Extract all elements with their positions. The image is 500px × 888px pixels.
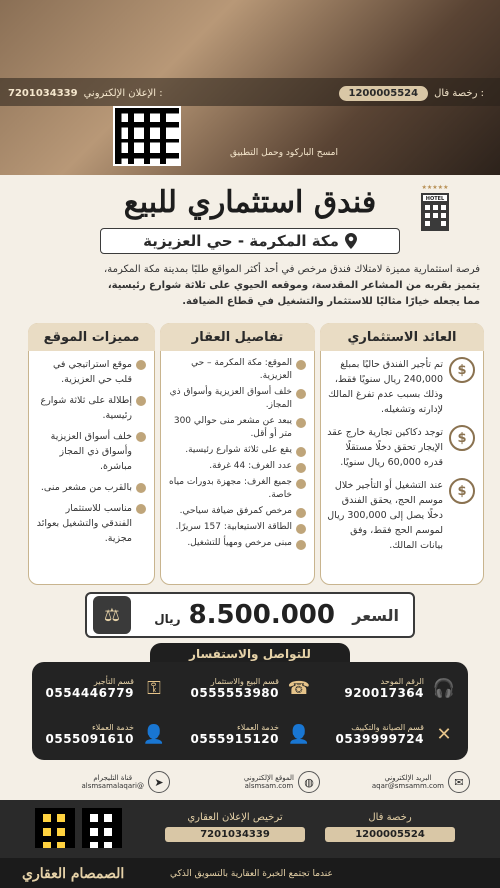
features-text: موقع استراتيجي في قلب حي العزيزية. (52, 359, 132, 385)
title-section (0, 175, 500, 220)
bullet-icon (296, 540, 306, 550)
bullet-icon (136, 483, 146, 493)
contact-number[interactable]: 0539999724 (335, 731, 424, 746)
bullet-icon (296, 447, 306, 457)
bullet-icon (296, 418, 306, 428)
contact-number[interactable]: 920017364 (344, 685, 424, 700)
footer-qr-code[interactable] (82, 808, 122, 848)
contact-item[interactable] (319, 666, 464, 710)
returns-item (327, 478, 475, 553)
contact-label: قسم الصيانة والتكييف (351, 722, 424, 732)
features-item (35, 393, 146, 423)
contact-item[interactable] (29, 666, 174, 710)
features-item (35, 357, 146, 387)
header-ad-license (8, 84, 163, 102)
social-value[interactable]: @alsmsamalaqari (81, 782, 144, 790)
details-item (167, 444, 306, 457)
contact-item[interactable] (174, 712, 319, 756)
features-item (35, 429, 146, 474)
returns-item (327, 425, 475, 470)
bullet-icon (136, 360, 146, 370)
details-text: مرخص كمرفق ضيافة سياحي. (179, 506, 292, 516)
contact-title: للتواصل والاستفسار (150, 643, 350, 665)
contact-label: قسم التأجير (93, 676, 134, 686)
details-item (167, 357, 306, 383)
price-value: 8.500.000 (188, 600, 335, 630)
location-text: مكة المكرمة - حي العزيزية (143, 232, 339, 250)
social-row (30, 766, 470, 798)
footer-ad-license (165, 812, 305, 842)
returns-title: العائد الاستثماري (320, 323, 484, 351)
contact-label: خدمة العملاء (92, 722, 134, 732)
details-text: خلف أسواق العزيزية وأسواق ذي المجاز. (169, 387, 292, 410)
contact-number[interactable]: 0555553980 (190, 685, 279, 700)
money-bag-icon: $ (449, 425, 475, 451)
social-label: البريد الإلكتروني (384, 774, 432, 782)
header-fal-label: رخصة فال : (434, 87, 484, 99)
contact-number[interactable]: 0555915120 (190, 731, 279, 746)
app-qr-code[interactable] (113, 106, 181, 166)
details-text: عدد الغرف: 44 غرفة. (209, 461, 292, 471)
contact-label: قسم البيع والاستثمار (210, 676, 279, 686)
bullet-icon (296, 508, 306, 518)
social-item[interactable] (330, 766, 470, 798)
features-text: بالقرب من مشعر منى. (40, 482, 132, 493)
details-text: مبنى مرخص ومهيأ للتشغيل. (187, 538, 292, 548)
contact-number[interactable]: 0554446779 (45, 685, 134, 700)
details-item (167, 386, 306, 412)
features-text: إطلالة على ثلاثة شوارع رئيسية. (40, 395, 132, 421)
svg-text:HOTEL: HOTEL (425, 196, 445, 202)
user-icon: 👤 (287, 723, 311, 745)
details-item (167, 505, 306, 518)
price-label: السعر (352, 605, 399, 625)
qr-caption: امسح الباركود وحمل التطبيق (230, 148, 338, 158)
header-fal-license (339, 84, 484, 102)
features-text: خلف أسواق العزيزية وأسواق ذي المجاز مباشرة. (50, 431, 132, 472)
tools-icon: ✕ (436, 723, 452, 745)
money-hand-icon: $ (449, 357, 475, 383)
details-text: الموقع: مكة المكرمة – حي العزيزية. (191, 358, 292, 381)
social-label: قناة التليجرام (93, 774, 133, 782)
contact-item[interactable] (174, 666, 319, 710)
footer-fal-label: رخصة فال (368, 812, 412, 823)
brand-tagline: عندما تجتمع الخبرة العقارية بالتسويق الذكي (170, 869, 333, 879)
intro-line: فرصة استثمارية مميزة لامتلاك فندق مرخص في أحد أكثر المواقع طلبًا بمدينة مكة المكرمة، (104, 264, 480, 275)
features-column (28, 323, 155, 585)
header-fal-value: 1200005524 (339, 86, 429, 101)
details-item (167, 476, 306, 502)
social-item[interactable] (180, 766, 320, 798)
returns-text: توجد دكاكين تجارية خارج عقد الإيجار تحقق دخلًا مستقلًا قدره 60,000 ريال سنويًا. (327, 427, 443, 468)
details-column (160, 323, 315, 585)
bullet-icon (296, 524, 306, 534)
location-badge (100, 228, 400, 254)
returns-text: تم تأجير الفندق حاليًا بمبلغ 240,000 ريال سنويًا فقط، وذلك بسبب عدم تفرغ المالك لإدارته وتشغيله. (328, 359, 443, 415)
bullet-icon (136, 396, 146, 406)
headset-icon: 🎧 (432, 677, 456, 699)
snapchat-qr-code[interactable] (35, 808, 75, 848)
social-value[interactable]: aqar@smsamm.com (371, 782, 444, 790)
features-item (35, 501, 146, 546)
details-title: تفاصيل العقار (160, 323, 315, 351)
intro-line: مما يجعله خيارًا مثاليًا للاستثمار والتشغيل في قطاع الضيافة. (182, 296, 480, 307)
hotel-building-icon (415, 183, 455, 233)
price-currency: ريال (154, 612, 181, 626)
price-box (85, 592, 415, 638)
telegram-icon: ➤ (148, 771, 170, 793)
details-item (167, 460, 306, 473)
social-item[interactable] (30, 766, 170, 798)
details-text: جميع الغرف: مجهزة بدورات مياه خاصة. (169, 477, 292, 500)
key-icon: ⚿ (147, 677, 161, 699)
svg-text:★★★★★: ★★★★★ (421, 184, 449, 191)
mail-icon: ✉ (448, 771, 470, 793)
contact-panel (32, 662, 468, 760)
footer-ad-label: ترخيص الإعلان العقاري (187, 812, 283, 823)
footer-ad-value: 7201034339 (165, 827, 305, 842)
features-text: مناسب للاستثمار الفندقي والتشغيل بعوائد مجزية. (36, 503, 132, 544)
details-item (167, 521, 306, 534)
contact-number[interactable]: 0555091610 (45, 731, 134, 746)
header-ad-label: الإعلان الإلكتروني : (83, 87, 163, 99)
map-pin-icon (345, 233, 357, 249)
returns-text: عند التشغيل أو التأجير خلال موسم الحج، يحقق الفندق دخلًا يصل إلى 300,000 ريال لموسم الحج فقط، وفق بيانات المالك. (327, 480, 443, 551)
details-text: يقع على ثلاثة شوارع رئيسية. (185, 445, 292, 455)
contact-label: خدمة العملاء (237, 722, 279, 732)
page-title: فندق استثماري للبيع (123, 185, 377, 220)
coins-icon: $ (449, 478, 475, 504)
phone-icon: ☎ (287, 677, 311, 699)
details-text: الطاقة الاستيعابية: 157 سريرًا. (175, 522, 292, 532)
contact-label: الرقم الموحد (380, 676, 424, 686)
returns-item (327, 357, 475, 417)
brand-logo-text: الصمصام العقاري (22, 866, 125, 882)
bullet-icon (296, 463, 306, 473)
bullet-icon (296, 389, 306, 399)
contact-item[interactable] (319, 712, 464, 756)
bullet-icon (136, 432, 146, 442)
bullet-icon (296, 479, 306, 489)
contact-item[interactable] (29, 712, 174, 756)
features-title: مميزات الموقع (28, 323, 155, 351)
footer-fal-value: 1200005524 (325, 827, 455, 842)
details-item (167, 537, 306, 550)
bullet-icon (136, 504, 146, 514)
intro-line: يتميز بقربه من المشاعر المقدسة، وموقعه الحيوي على ثلاثة شوارع رئيسية، (107, 280, 480, 291)
returns-column (320, 323, 484, 585)
globe-icon: ◍ (298, 771, 320, 793)
gavel-icon: ⚖ (93, 596, 131, 634)
intro-paragraph (22, 262, 480, 310)
features-item (35, 480, 146, 495)
bullet-icon (296, 360, 306, 370)
header-ad-value: 7201034339 (8, 87, 78, 99)
details-text: يبعد عن مشعر منى حوالي 300 متر أو أقل. (173, 416, 292, 439)
footer-fal-license (325, 812, 455, 842)
details-item (167, 415, 306, 441)
social-label: الموقع الإلكتروني (243, 774, 294, 782)
user-icon: 👤 (142, 723, 166, 745)
social-value[interactable]: alsmsam.com (244, 782, 294, 790)
